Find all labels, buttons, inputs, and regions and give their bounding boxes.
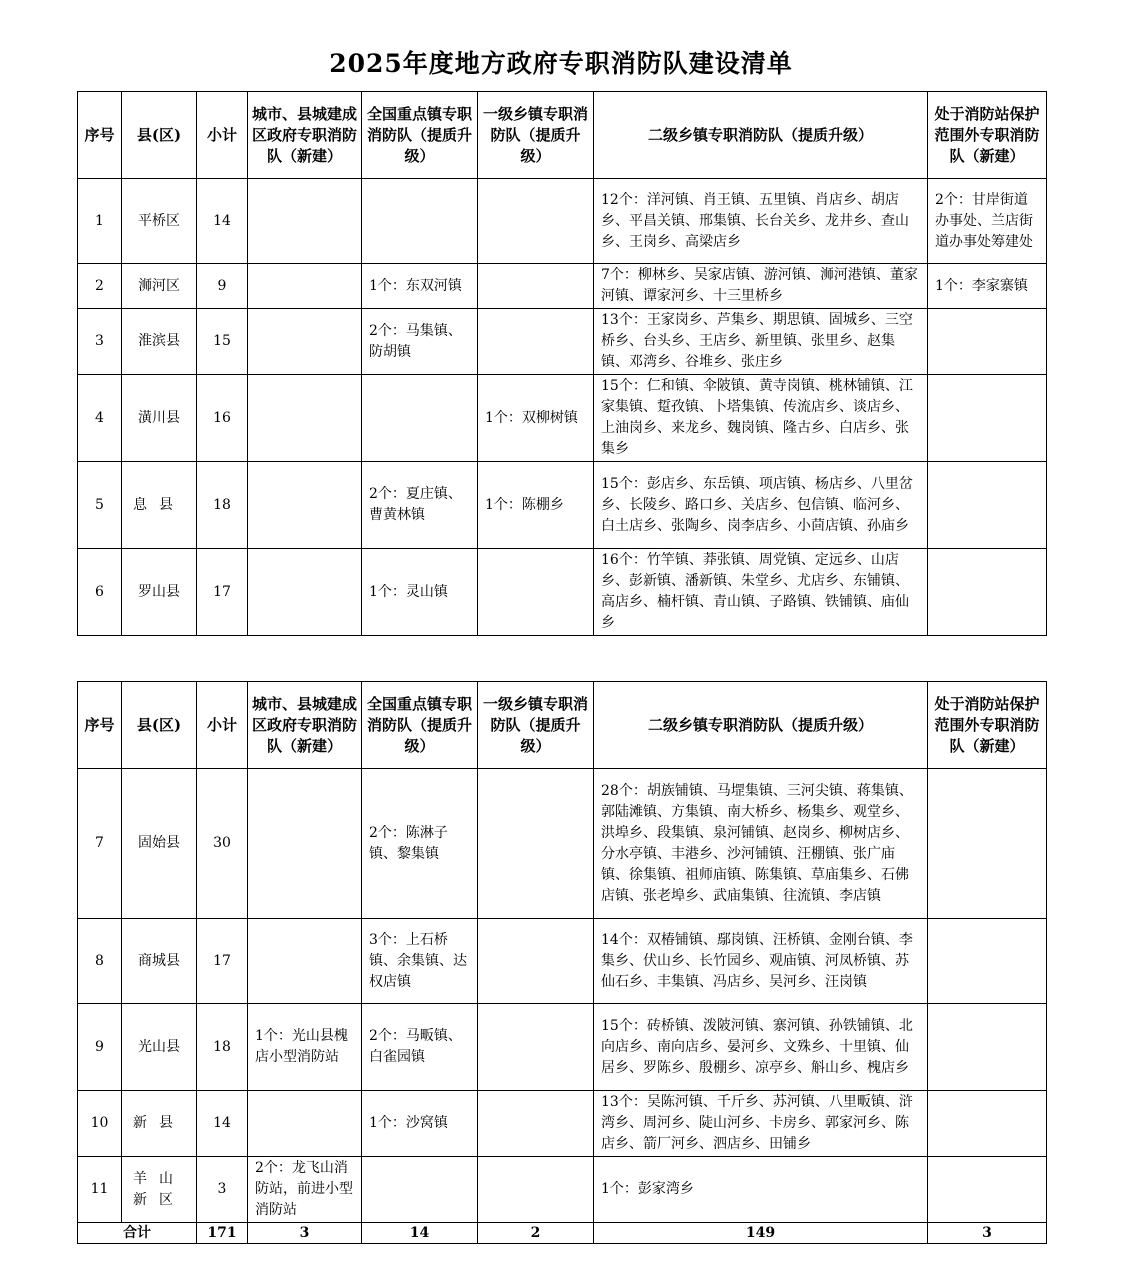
construction-table-part-2: [77, 681, 1047, 1244]
cell-national: 2个：马集镇、防胡镇: [362, 309, 478, 375]
cell-county: 光山县: [122, 1004, 197, 1091]
cell-city: [248, 264, 362, 309]
header-county: 县(区): [122, 682, 197, 769]
cell-level2: 15个：砖桥镇、泼陂河镇、寨河镇、孙铁铺镇、北向店乡、南向店乡、晏河乡、文殊乡、十里镇、仙居乡、罗陈乡、殷棚乡、凉亭乡、斛山乡、槐店乡: [594, 1004, 928, 1091]
cell-outside: [928, 549, 1047, 636]
cell-seq: 6: [78, 549, 122, 636]
table-row: [78, 375, 1047, 462]
total-row: [78, 1223, 1047, 1244]
header-outside: 处于消防站保护范围外专职消防队（新建）: [928, 92, 1047, 179]
cell-subtotal: 30: [197, 769, 248, 919]
cell-level1: [478, 264, 594, 309]
cell-subtotal: 17: [197, 919, 248, 1004]
cell-level1: [478, 919, 594, 1004]
table-row: [78, 769, 1047, 919]
cell-national: 2个：马畈镇、白雀园镇: [362, 1004, 478, 1091]
cell-seq: 10: [78, 1091, 122, 1157]
cell-level1: [478, 1091, 594, 1157]
cell-level2: 12个：洋河镇、肖王镇、五里镇、肖店乡、胡店乡、平昌关镇、邢集镇、长台关乡、龙井乡、查山乡、王岗乡、高梁店乡: [594, 179, 928, 264]
total-level2: 149: [594, 1223, 928, 1244]
cell-outside: [928, 1157, 1047, 1223]
cell-national: 1个：东双河镇: [362, 264, 478, 309]
cell-seq: 9: [78, 1004, 122, 1091]
page-title: 2025年度地方政府专职消防队建设清单: [329, 49, 793, 78]
header-level2: 二级乡镇专职消防队（提质升级）: [594, 682, 928, 769]
cell-level2: 13个：王家岗乡、芦集乡、期思镇、固城乡、三空桥乡、台头乡、王店乡、新里镇、张里乡、赵集镇、邓湾乡、谷堆乡、张庄乡: [594, 309, 928, 375]
total-level1: 2: [478, 1223, 594, 1244]
cell-seq: 1: [78, 179, 122, 264]
header-level2: 二级乡镇专职消防队（提质升级）: [594, 92, 928, 179]
cell-city: [248, 1091, 362, 1157]
cell-subtotal: 14: [197, 179, 248, 264]
total-label: 合计: [78, 1223, 197, 1244]
construction-table-part-1: [77, 91, 1047, 636]
cell-level2: 15个：彭店乡、东岳镇、项店镇、杨店乡、八里岔乡、长陵乡、路口乡、关店乡、包信镇、临河乡、白土店乡、张陶乡、岗李店乡、小茴店镇、孙庙乡: [594, 462, 928, 549]
table-row: [78, 309, 1047, 375]
cell-city: [248, 919, 362, 1004]
cell-city: 2个：龙飞山消防站，前进小型消防站: [248, 1157, 362, 1223]
cell-subtotal: 17: [197, 549, 248, 636]
cell-county: 商城县: [122, 919, 197, 1004]
cell-city: [248, 375, 362, 462]
cell-outside: [928, 919, 1047, 1004]
cell-subtotal: 3: [197, 1157, 248, 1223]
cell-seq: 5: [78, 462, 122, 549]
total-city: 3: [248, 1223, 362, 1244]
cell-level2: 28个：胡族铺镇、马堽集镇、三河尖镇、蒋集镇、郭陆滩镇、方集镇、南大桥乡、杨集乡、观堂乡、洪埠乡、段集镇、泉河铺镇、赵岗乡、柳树店乡、分水亭镇、丰港乡、沙河铺镇、汪棚镇、张广庙镇、徐集镇、祖师庙镇、陈集镇、草庙集乡、石佛店镇、张老埠乡、武庙集镇、往流镇、李店镇: [594, 769, 928, 919]
cell-national: [362, 375, 478, 462]
cell-national: [362, 1157, 478, 1223]
header-national: 全国重点镇专职消防队（提质升级）: [362, 682, 478, 769]
cell-county: 平桥区: [122, 179, 197, 264]
cell-level2: 7个：柳林乡、吴家店镇、游河镇、浉河港镇、董家河镇、谭家河乡、十三里桥乡: [594, 264, 928, 309]
table-row: [78, 549, 1047, 636]
cell-level1: 1个：陈棚乡: [478, 462, 594, 549]
cell-city: 1个：光山县槐店小型消防站: [248, 1004, 362, 1091]
cell-outside: [928, 309, 1047, 375]
cell-subtotal: 14: [197, 1091, 248, 1157]
cell-national: [362, 179, 478, 264]
header-city: 城市、县城建成区政府专职消防队（新建）: [248, 92, 362, 179]
cell-county: 淮滨县: [122, 309, 197, 375]
cell-subtotal: 16: [197, 375, 248, 462]
cell-outside: 2个：甘岸街道办事处、兰店街道办事处筹建处: [928, 179, 1047, 264]
header-national: 全国重点镇专职消防队（提质升级）: [362, 92, 478, 179]
cell-outside: [928, 375, 1047, 462]
cell-national: 1个：沙窝镇: [362, 1091, 478, 1157]
table-row: [78, 919, 1047, 1004]
header-subtotal: 小计: [197, 92, 248, 179]
cell-national: 2个：陈淋子镇、黎集镇: [362, 769, 478, 919]
cell-level1: [478, 1157, 594, 1223]
cell-city: [248, 462, 362, 549]
header-row: [78, 682, 1047, 769]
table-row: [78, 264, 1047, 309]
cell-county: 浉河区: [122, 264, 197, 309]
cell-level1: [478, 179, 594, 264]
cell-seq: 4: [78, 375, 122, 462]
cell-subtotal: 9: [197, 264, 248, 309]
total-national: 14: [362, 1223, 478, 1244]
cell-national: 2个：夏庄镇、曹黄林镇: [362, 462, 478, 549]
cell-level2: 1个：彭家湾乡: [594, 1157, 928, 1223]
cell-level1: [478, 1004, 594, 1091]
table-row: [78, 462, 1047, 549]
total-outside: 3: [928, 1223, 1047, 1244]
cell-national: 3个：上石桥镇、余集镇、达权店镇: [362, 919, 478, 1004]
cell-city: [248, 179, 362, 264]
cell-national: 1个：灵山镇: [362, 549, 478, 636]
cell-outside: [928, 462, 1047, 549]
header-level1: 一级乡镇专职消防队（提质升级）: [478, 92, 594, 179]
header-row: [78, 92, 1047, 179]
cell-city: [248, 769, 362, 919]
header-seq: 序号: [78, 92, 122, 179]
header-seq: 序号: [78, 682, 122, 769]
cell-county: 罗山县: [122, 549, 197, 636]
cell-level1: [478, 549, 594, 636]
cell-level2: 16个：竹竿镇、莽张镇、周党镇、定远乡、山店乡、彭新镇、潘新镇、朱堂乡、尤店乡、东铺镇、高店乡、楠杆镇、青山镇、子路镇、铁铺镇、庙仙乡: [594, 549, 928, 636]
cell-seq: 2: [78, 264, 122, 309]
cell-outside: [928, 769, 1047, 919]
cell-outside: 1个：李家寨镇: [928, 264, 1047, 309]
cell-level1: [478, 769, 594, 919]
cell-level2: 14个：双椿铺镇、鄢岗镇、汪桥镇、金刚台镇、李集乡、伏山乡、长竹园乡、观庙镇、河凤桥镇、苏仙石乡、丰集镇、冯店乡、吴河乡、汪岗镇: [594, 919, 928, 1004]
cell-level1: 1个：双柳树镇: [478, 375, 594, 462]
table-row: [78, 1157, 1047, 1223]
cell-outside: [928, 1091, 1047, 1157]
cell-subtotal: 18: [197, 462, 248, 549]
cell-level1: [478, 309, 594, 375]
total-subtotal: 171: [197, 1223, 248, 1244]
table-row: [78, 179, 1047, 264]
table-row: [78, 1091, 1047, 1157]
cell-seq: 3: [78, 309, 122, 375]
cell-county: 潢川县: [122, 375, 197, 462]
cell-county: 固始县: [122, 769, 197, 919]
cell-subtotal: 18: [197, 1004, 248, 1091]
table-row: [78, 1004, 1047, 1091]
header-level1: 一级乡镇专职消防队（提质升级）: [478, 682, 594, 769]
cell-city: [248, 549, 362, 636]
header-subtotal: 小计: [197, 682, 248, 769]
cell-county: 羊山新区: [122, 1157, 197, 1223]
header-city: 城市、县城建成区政府专职消防队（新建）: [248, 682, 362, 769]
cell-outside: [928, 1004, 1047, 1091]
cell-subtotal: 15: [197, 309, 248, 375]
cell-seq: 8: [78, 919, 122, 1004]
cell-level2: 15个：仁和镇、伞陂镇、黄寺岗镇、桃林铺镇、江家集镇、踅孜镇、卜塔集镇、传流店乡、谈店乡、上油岗乡、来龙乡、魏岗镇、隆古乡、白店乡、张集乡: [594, 375, 928, 462]
cell-city: [248, 309, 362, 375]
header-county: 县(区): [122, 92, 197, 179]
header-outside: 处于消防站保护范围外专职消防队（新建）: [928, 682, 1047, 769]
cell-seq: 11: [78, 1157, 122, 1223]
cell-seq: 7: [78, 769, 122, 919]
cell-level2: 13个：吴陈河镇、千斤乡、苏河镇、八里畈镇、浒湾乡、周河乡、陡山河乡、卡房乡、郭家河乡、陈店乡、箭厂河乡、泗店乡、田铺乡: [594, 1091, 928, 1157]
cell-county: 息县: [122, 462, 197, 549]
cell-county: 新县: [122, 1091, 197, 1157]
